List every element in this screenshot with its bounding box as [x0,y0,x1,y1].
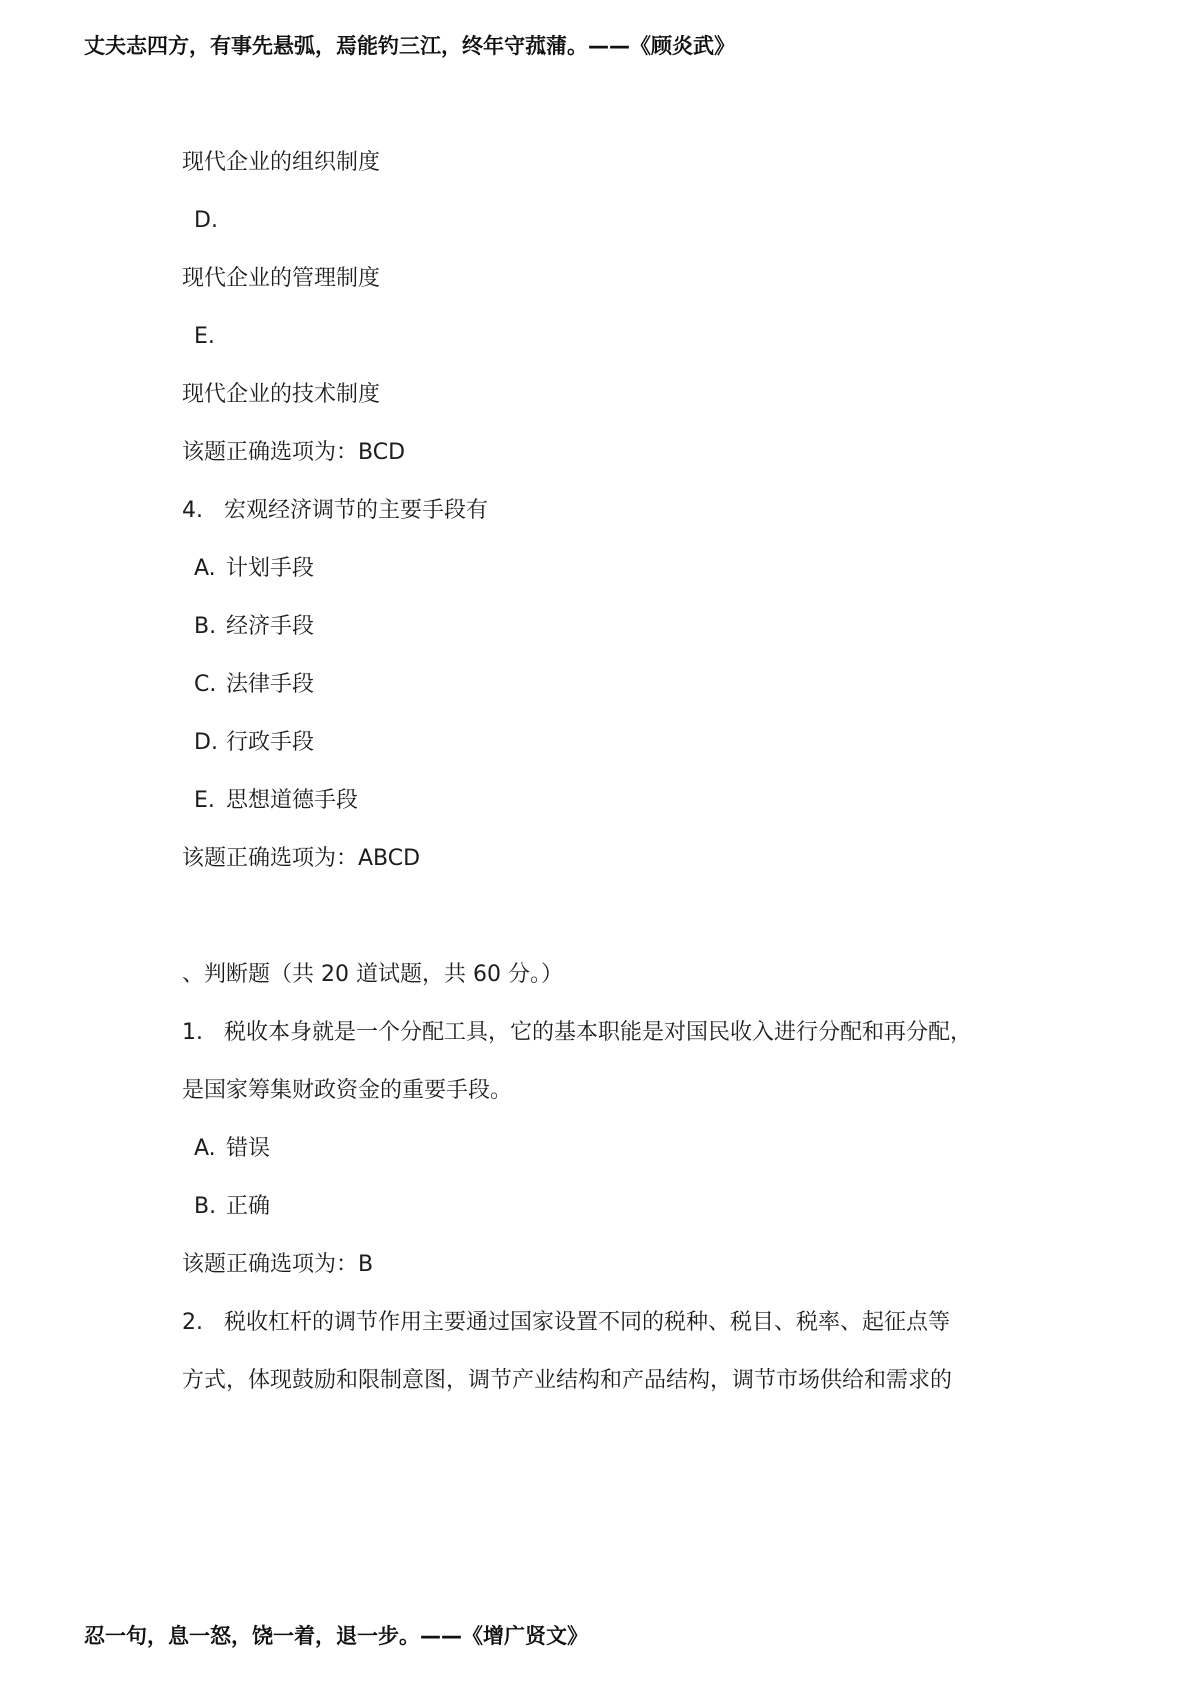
question-number: 2. [182,1310,203,1335]
option-text: 经济手段 [226,614,315,639]
question-text: 税收杠杆的调节作用主要通过国家设置不同的税种、税目、税率、起征点等 [224,1310,951,1335]
q4-option-e [194,786,358,816]
tf-question-1-line1 [182,1018,972,1048]
section-heading: 、判断题（共 20 道试题，共 60 分。） [182,962,563,987]
question-4 [182,496,488,526]
option-letter: B. [194,614,217,639]
question-text: 宏观经济调节的主要手段有 [224,498,489,523]
tf-question-1-line2: 是国家筹集财政资金的重要手段。 [182,1078,513,1103]
option-letter: A. [194,556,216,581]
q4-option-a [194,554,314,584]
q4-option-b [194,612,314,642]
option-text: 法律手段 [226,672,315,697]
prev-answer: 该题正确选项为：BCD [182,440,406,465]
option-text: 行政手段 [226,730,315,755]
option-letter: C. [194,672,217,697]
option-text: 正确 [226,1194,271,1219]
prev-option-d-letter: D. [194,208,218,233]
option-letter: E. [194,788,215,813]
option-letter: A. [194,1136,216,1161]
prev-option-e-letter: E. [194,324,215,349]
prev-option-d-text: 现代企业的管理制度 [182,266,381,291]
header-quote: 丈夫志四方，有事先悬弧，焉能钓三江，终年守菰蒲。——《顾炎武》 [84,34,735,58]
question-number: 4. [182,498,203,523]
prev-option-e-text: 现代企业的技术制度 [182,382,381,407]
tf1-option-a [194,1134,270,1164]
q4-option-c [194,670,314,700]
tf-question-2-line1 [182,1308,950,1338]
option-text: 思想道德手段 [226,788,359,813]
q4-option-d [194,728,314,758]
option-letter: B. [194,1194,217,1219]
option-letter: D. [194,730,218,755]
option-text: 计划手段 [226,556,315,581]
question-number: 1. [182,1020,203,1045]
q4-answer: 该题正确选项为：ABCD [182,846,421,871]
tf1-answer: 该题正确选项为：B [182,1252,374,1277]
tf-question-2-line2: 方式，体现鼓励和限制意图，调节产业结构和产品结构，调节市场供给和需求的 [182,1368,953,1393]
question-text: 税收本身就是一个分配工具，它的基本职能是对国民收入进行分配和再分配， [224,1020,973,1045]
footer-quote: 忍一句，息一怒，饶一着，退一步。——《增广贤文》 [84,1624,588,1648]
prev-option-c-text: 现代企业的组织制度 [182,150,381,175]
tf1-option-b [194,1192,270,1222]
option-text: 错误 [226,1136,271,1161]
